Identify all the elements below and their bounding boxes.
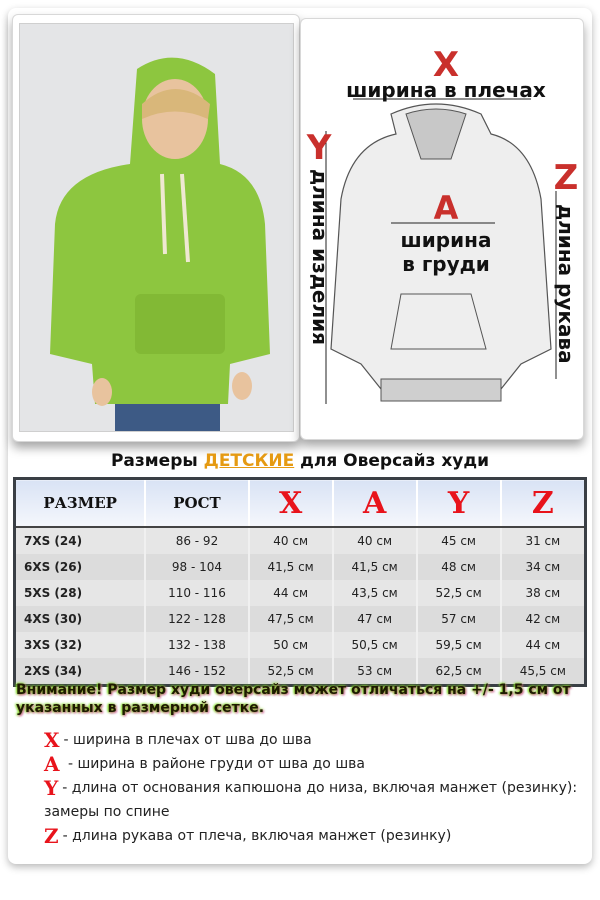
cell-height: 132 - 138 xyxy=(145,632,248,658)
table-row xyxy=(15,527,586,554)
cell-y: 48 см xyxy=(417,554,501,580)
cell-z: 34 см xyxy=(501,554,586,580)
title-suffix: для Оверсайз худи xyxy=(294,451,490,471)
table-row xyxy=(15,606,586,632)
col-header-a: A xyxy=(333,479,417,528)
table-header-row xyxy=(15,479,586,528)
cell-height: 86 - 92 xyxy=(145,527,248,554)
z-label: Z xyxy=(553,158,579,198)
a-caption-line1: ширина xyxy=(400,228,492,252)
cell-size: 6XS (26) xyxy=(15,554,146,580)
cell-a: 47 см xyxy=(333,606,417,632)
legend-symbol: A xyxy=(44,752,60,776)
legend-text: - ширина в районе груди от шва до шва xyxy=(63,756,365,772)
legend-item-x xyxy=(44,728,584,752)
cell-a: 43,5 см xyxy=(333,580,417,606)
y-label: Y xyxy=(306,128,332,168)
legend-item-y xyxy=(44,776,584,824)
measurement-legend xyxy=(44,728,584,848)
x-label: X xyxy=(432,45,460,85)
col-header-size: РАЗМЕР xyxy=(15,479,146,528)
cell-y: 45 см xyxy=(417,527,501,554)
legend-symbol: Y xyxy=(44,776,59,800)
cell-size: 3XS (32) xyxy=(24,638,83,652)
y-caption: длина изделия xyxy=(308,169,332,345)
table-row xyxy=(15,580,586,606)
cell-height: 122 - 128 xyxy=(145,606,248,632)
tolerance-warning: Внимание! Размер худи оверсайз может отличаться на +/- 1,5 см от указанных в размерной сетке. xyxy=(16,682,571,716)
col-header-y: Y xyxy=(417,479,501,528)
cell-z: 42 см xyxy=(501,606,586,632)
cell-height: 146 - 152 xyxy=(145,658,248,686)
cell-size: 5XS (28) xyxy=(24,586,83,600)
x-caption: ширина в плечах xyxy=(346,78,546,102)
measurement-diagram xyxy=(300,18,584,440)
product-photo xyxy=(19,23,294,432)
cell-a: 53 см xyxy=(333,658,417,686)
cell-x: 44 см xyxy=(249,580,333,606)
table-row xyxy=(15,632,586,658)
cell-y: 62,5 см xyxy=(417,658,501,686)
a-label: A xyxy=(433,189,459,227)
title-accent-link[interactable]: ДЕТСКИЕ xyxy=(203,451,295,471)
table-row xyxy=(15,554,586,580)
legend-text: - ширина в плечах от шва до шва xyxy=(63,732,312,748)
cell-x: 50 см xyxy=(249,632,333,658)
cell-z: 31 см xyxy=(501,527,586,554)
cell-height: 98 - 104 xyxy=(145,554,248,580)
cell-x: 40 см xyxy=(249,527,333,554)
legend-item-z xyxy=(44,824,584,848)
cell-y: 57 см xyxy=(417,606,501,632)
size-chart-title xyxy=(0,451,600,471)
cell-size: 7XS (24) xyxy=(24,534,83,548)
col-header-z: Z xyxy=(501,479,586,528)
legend-text: - длина от основания капюшона до низа, включая манжет (резинку): замеры по спине xyxy=(44,780,578,820)
cell-size: 4XS (30) xyxy=(15,606,146,632)
col-header-x: X xyxy=(249,479,333,528)
cell-z: 38 см xyxy=(501,580,586,606)
cell-height: 110 - 116 xyxy=(145,580,248,606)
cell-a: 41,5 см xyxy=(333,554,417,580)
cell-a: 50,5 см xyxy=(333,632,417,658)
a-caption-line2: в груди xyxy=(402,252,490,276)
z-caption: длина рукава xyxy=(554,204,578,364)
cell-z: 44 см xyxy=(501,632,586,658)
cell-y: 52,5 см xyxy=(417,580,501,606)
cell-x: 41,5 см xyxy=(249,554,333,580)
legend-item-a xyxy=(44,752,584,776)
size-table xyxy=(13,477,587,687)
cell-a: 40 см xyxy=(333,527,417,554)
cell-z: 45,5 см xyxy=(501,658,586,686)
col-header-height: РОСТ xyxy=(145,479,248,528)
legend-symbol: X xyxy=(44,728,60,752)
cell-x: 52,5 см xyxy=(249,658,333,686)
legend-symbol: Z xyxy=(44,824,59,848)
title-prefix: Размеры xyxy=(110,451,204,471)
legend-text: - длина рукава от плеча, включая манжет (резинку) xyxy=(62,828,452,844)
cell-y: 59,5 см xyxy=(417,632,501,658)
photo-frame xyxy=(12,14,300,442)
cell-x: 47,5 см xyxy=(249,606,333,632)
cell-size: 2XS (34) xyxy=(15,658,146,686)
